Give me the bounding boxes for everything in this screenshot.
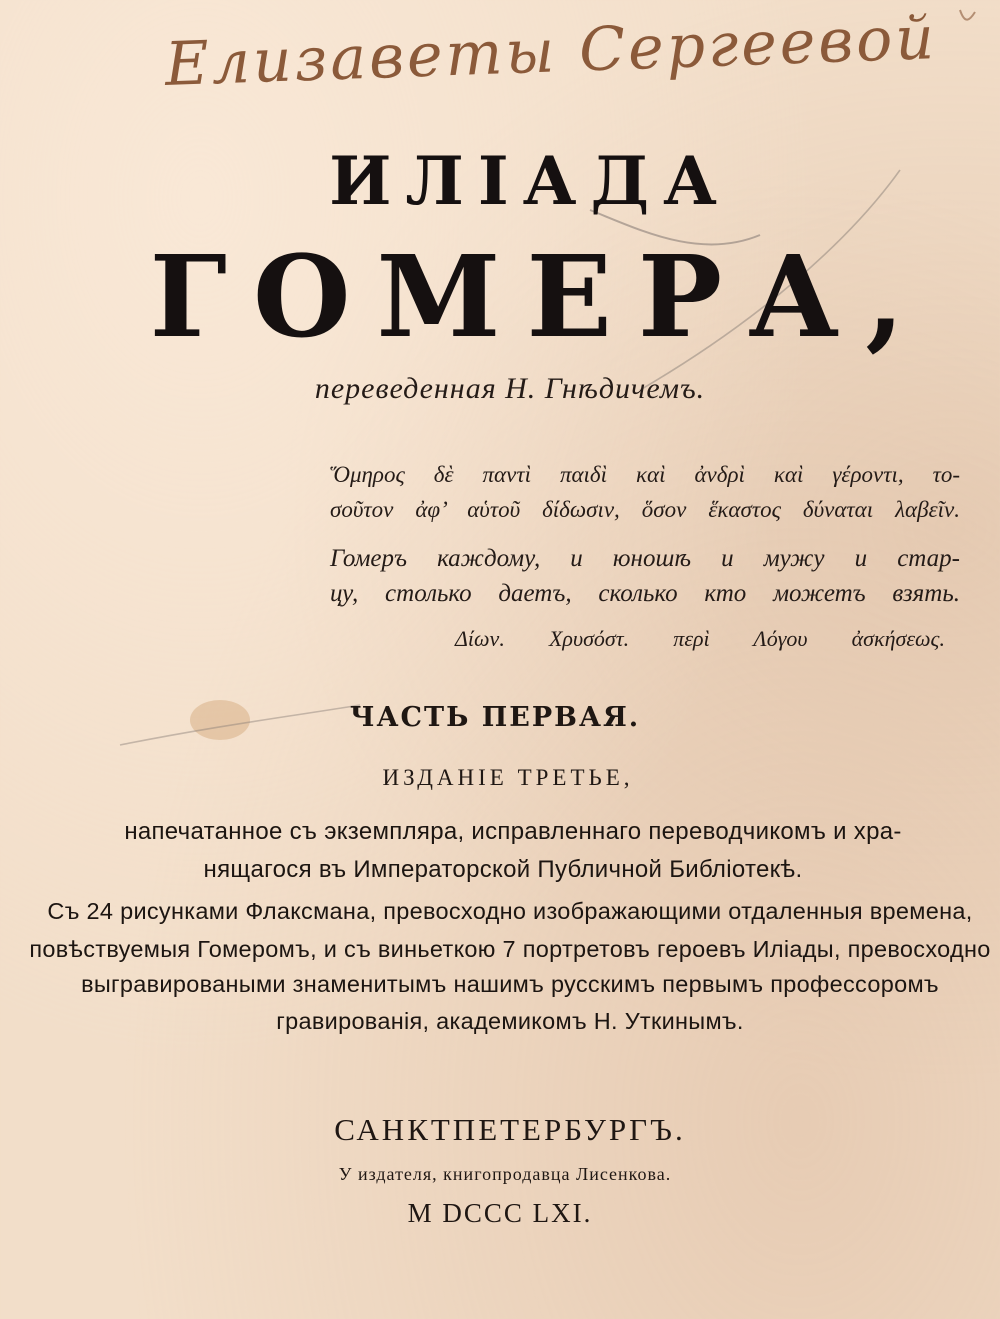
imprint-city: САНКТПЕТЕРБУРГЪ. — [334, 1112, 686, 1147]
title-line-1: ИЛІАДА — [329, 142, 731, 220]
title-line-2: ГОМЕРА, — [149, 232, 931, 363]
description-line-6: гравированія, академикомъ Н. Уткинымъ. — [276, 1008, 744, 1034]
imprint-year: M DCCC LXI. — [407, 1198, 593, 1228]
description-line-3: Съ 24 рисунками Флаксмана, превосходно изображающими отдаленныя времена, — [47, 898, 973, 924]
handwritten-inscription: Елизаветы Сергеевой — [163, 3, 939, 100]
description-line-4: повѣствуемыя Гомеромъ, и съ виньеткою 7 портретовъ героевъ Иліады, превосходно — [29, 936, 991, 962]
epigraph-greek-line-2: σοῦτον ἀφ’ αὑτοῦ δίδωσιν, ὅσον ἕκαστος δύναται λαβεῖν. — [330, 497, 960, 522]
epigraph-source: Δίων. Χρυσόστ. περὶ Λόγου ἀσκήσεως. — [455, 626, 945, 651]
imprint-publisher: У издателя, книгопродавца Лисенкова. — [338, 1164, 672, 1184]
epigraph-greek-line-1: Ὅμηρος δὲ παντὶ παιδὶ καὶ ἀνδρὶ καὶ γέροντι, το- — [330, 462, 960, 487]
description-line-5: выгравироваными знаменитымъ нашимъ русскимъ первымъ профессоромъ — [81, 971, 939, 997]
description-line-2: нящагося въ Императорской Публичной Библіотекѣ. — [203, 856, 803, 883]
description-line-1: напечатанное съ экземпляра, исправленнаго переводчикомъ и хра- — [124, 818, 902, 845]
epigraph-russian-line-2: цу, столько даетъ, сколько кто можетъ взять. — [330, 580, 960, 607]
translator-line: переведенная Н. Гнѣдичемъ. — [314, 372, 706, 405]
part-heading: ЧАСТЬ ПЕРВАЯ. — [349, 702, 641, 733]
edition-heading: ИЗДАНІЕ ТРЕТЬЕ, — [382, 765, 634, 790]
epigraph-russian-line-1: Гомеръ каждому, и юношѣ и мужу и стар- — [330, 545, 960, 572]
